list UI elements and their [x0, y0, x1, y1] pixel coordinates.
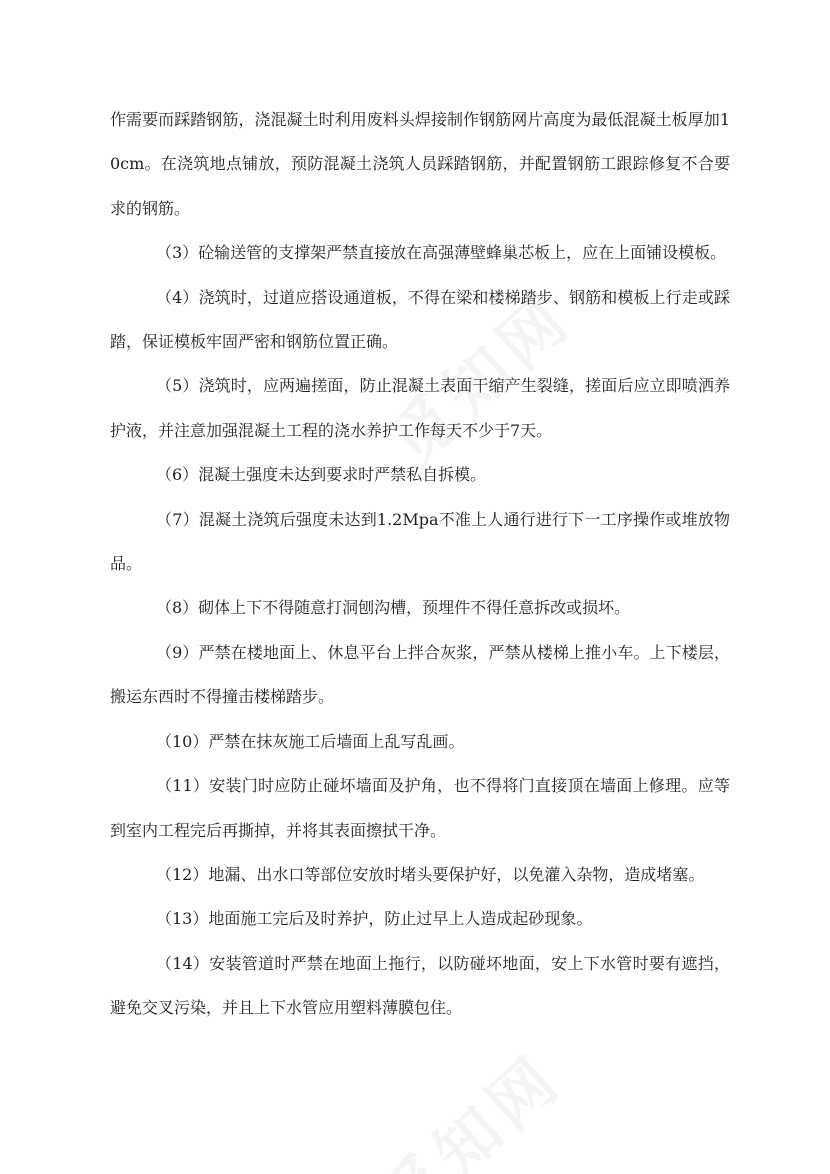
document-body: [110, 98, 730, 1031]
paragraph-item-4: （4）浇筑时，过道应搭设通道板，不得在梁和楼梯踏步、钢筋和模板上行走或踩踏，保证模板牢固严密和钢筋位置正确。: [110, 287, 730, 352]
paragraph-continuation: 作需要而踩踏钢筋，浇混凝土时利用废料头焊接制作钢筋网片高度为最低混凝土板厚加10cm。在浇筑地点铺放，预防混凝土浇筑人员踩踏钢筋，并配置钢筋工跟踪修复不合要求的钢筋。: [110, 110, 730, 218]
paragraph-item-8: （8）砌体上下不得随意打洞刨沟槽，预埋件不得任意拆改或损坏。: [156, 598, 631, 618]
paragraph-item-7: （7）混凝土浇筑后强度未达到1.2Mpa不准上人通行进行下一工序操作或堆放物品。: [110, 509, 730, 574]
paragraph-item-9: （9）严禁在楼地面上、休息平台上拌合灰浆，严禁从楼梯上推小车。上下楼层，搬运东西时不得撞击楼梯踏步。: [110, 642, 730, 707]
paragraph-item-12: （12）地漏、出水口等部位安放时堵头要保护好，以免灌入杂物，造成堵塞。: [156, 864, 705, 884]
watermark: [357, 1030, 579, 1174]
paragraph-item-14: （14）安装管道时严禁在地面上拖行，以防碰坏地面，安上下水管时要有遮挡，避免交叉污染，并且上下水管应用塑料薄膜包住。: [110, 953, 730, 1018]
paragraph-item-6: （6）混凝土强度未达到要求时严禁私自拆模。: [156, 465, 487, 485]
paragraph-item-3: （3）砼输送管的支撑架严禁直接放在高强薄壁蜂巢芯板上，应在上面铺设模板。: [156, 243, 727, 263]
paragraph-item-5: （5）浇筑时，应两遍搓面，防止混凝土表面干缩产生裂缝，搓面后应立即喷洒养护液，并注意加强混凝土工程的浇水养护工作每天不少于7天。: [110, 376, 730, 440]
paragraph-item-11: （11）安装门时应防止碰坏墙面及护角，也不得将门直接顶在墙面上修理。应等到室内工程完后再撕掉，并将其表面擦拭干净。: [110, 776, 730, 840]
paragraph-item-10: （10）严禁在抹灰施工后墙面上乱写乱画。: [156, 731, 465, 751]
paragraph-item-13: （13）地面施工完后及时养护，防止过早上人造成起砂现象。: [156, 909, 593, 929]
